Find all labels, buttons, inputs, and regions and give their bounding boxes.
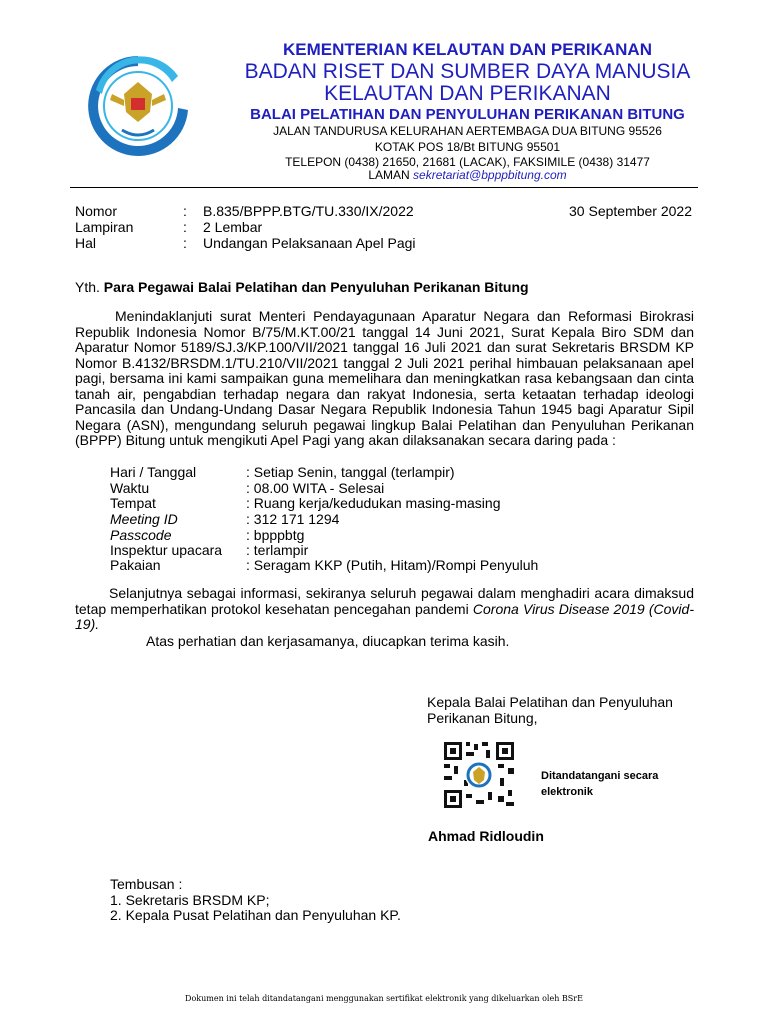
detail-value: : Ruang kerja/kedudukan masing-masing — [246, 495, 501, 511]
detail-value: : 312 171 1294 — [246, 511, 340, 527]
esign-note: Ditandatangani secara elektronik — [541, 770, 659, 798]
address-line2: KOTAK POS 18/Bt BITUNG 95501 — [374, 140, 561, 154]
ministry-name: KEMENTERIAN KELAUTAN DAN PERIKANAN — [283, 40, 652, 59]
detail-label: Passcode — [110, 527, 172, 543]
body-paragraph-1: Menindaklanjuti surat Menteri Pendayagunaan Aparatur Negara dan Reformasi Birokrasi Republik Indonesia Nomor B/75/M.KT.00/21 tanggal 14 Juni 2021, Surat Kepala Biro SDM dan Aparatur Nomor 5189/SJ.3/KP.100/VII/2021 tanggal 16 Juli 2021 dan surat Sekretaris BRSDM KP Nomor B.4132/BRSDM.1/TU.210/VII/2021 tanggal 2 Juli 2021 perihal himbauan pelaksanaan apel pagi, bersama ini kami sampaikan guna memelihara dan meningkatkan rasa kebangsaan dan cinta tanah air, pengabdian terhadap negara dan rakyat Indonesia, serta ketaatan terhadap ideologi Pancasila dan Undang-Undang Dasar Negara Republik Indonesia Tahun 1945 bagi Aparatur Sipil Negara (ASN), mengundang seluruh pegawai lingkup Balai Pelatihan dan Penyuluhan Perikanan (BPPP) Bitung untuk mengikuti Apel Pagi yang akan dilaksanakan secara daring pada : — [75, 308, 694, 448]
phone-line: TELEPON (0438) 21650, 21681 (LACAK), FAKSIMILE (0438) 31477 — [285, 155, 650, 169]
detail-value: : bpppbtg — [246, 527, 305, 543]
cc-item: 2. Kepala Pusat Pelatihan dan Penyuluhan KP. — [110, 907, 401, 923]
signature-title — [427, 694, 673, 726]
hal-label: Hal — [75, 235, 97, 251]
recipient-name: Para Pegawai Balai Pelatihan dan Penyuluhan Perikanan Bitung — [103, 279, 529, 295]
header-divider — [70, 187, 698, 188]
lampiran-colon: : — [183, 219, 187, 235]
signer-name: Ahmad Ridloudin — [428, 828, 544, 844]
hal-value: Undangan Pelaksanaan Apel Pagi — [203, 235, 416, 251]
hal-colon: : — [183, 235, 187, 251]
detail-value: : Seragam KKP (Putih, Hitam)/Rompi Penyuluh — [246, 557, 539, 573]
footer-note: Dokumen ini telah ditandatangani menggunakan sertifikat elektronik yang dikeluarkan oleh BSrE — [185, 994, 583, 1003]
detail-label: Tempat — [110, 495, 156, 511]
closing-sentence: Atas perhatian dan kerjasamanya, diucapkan terima kasih. — [146, 633, 510, 649]
signature-title-line1: Kepala Balai Pelatihan dan Penyuluhan — [427, 694, 673, 710]
paragraph2-text: Selanjutnya sebagai informasi, sekiranya seluruh pegawai dalam menghadiri acara dimaksud tetap memperhatikan protokol kesehatan pencegahan pandemi — [75, 585, 694, 617]
signature-title-line2: Perikanan Bitung, — [427, 710, 538, 726]
email-link[interactable]: sekretariat@bpppbitung.com — [413, 168, 567, 182]
cc-item: 1. Sekretaris BRSDM KP; — [110, 892, 270, 908]
recipient-prefix: Yth. — [75, 279, 100, 295]
web-line — [200, 168, 735, 182]
detail-label: Waktu — [110, 480, 150, 496]
letter-date: 30 September 2022 — [569, 203, 692, 219]
detail-label: Inspektur upacara — [110, 542, 223, 558]
detail-value: : terlampir — [246, 542, 309, 558]
lampiran-label: Lampiran — [75, 219, 134, 235]
detail-label: Meeting ID — [110, 511, 178, 527]
paragraph2-italic: Corona Virus Disease 2019 (Covid-19). — [75, 600, 694, 632]
lampiran-value: 2 Lembar — [203, 219, 263, 235]
web-label: LAMAN — [368, 168, 410, 182]
balai-name: BALAI PELATIHAN DAN PENYULUHAN PERIKANAN BITUNG — [250, 106, 685, 123]
nomor-label: Nomor — [75, 203, 118, 219]
qr-code-icon — [442, 740, 516, 810]
detail-value: : 08.00 WITA - Selesai — [246, 480, 385, 496]
cc-heading: Tembusan : — [110, 876, 183, 892]
agency-name-line2: KELAUTAN DAN PERIKANAN — [324, 82, 611, 105]
agency-name-line1: BADAN RISET DAN SUMBER DAYA MANUSIA — [244, 60, 691, 83]
detail-value: : Setiap Senin, tanggal (terlampir) — [246, 464, 455, 480]
detail-label: Hari / Tanggal — [110, 464, 197, 480]
ministry-logo — [82, 50, 194, 162]
nomor-value: B.835/BPPP.BTG/TU.330/IX/2022 — [203, 203, 414, 219]
nomor-colon: : — [183, 203, 187, 219]
address-line1: JALAN TANDURUSA KELURAHAN AERTEMBAGA DUA BITUNG 95526 — [273, 124, 662, 138]
recipient-line — [75, 279, 529, 295]
detail-label: Pakaian — [110, 557, 161, 573]
body-paragraph-2 — [75, 586, 694, 633]
